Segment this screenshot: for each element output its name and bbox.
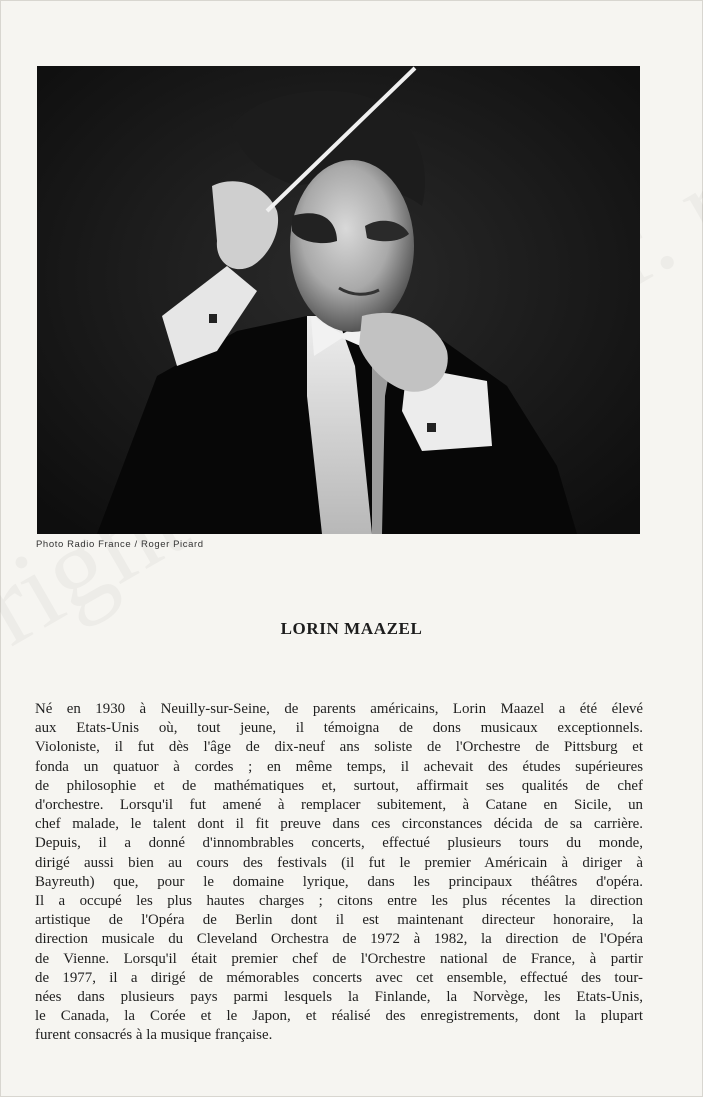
bio-line: Il a occupé les plus hautes charges ; citons entre les plus récentes la direction xyxy=(35,893,643,910)
bio-line: Violoniste, il fut dès l'âge de dix-neuf ans soliste de l'Orchestre de Pittsburg et xyxy=(35,739,643,756)
bio-line: fonda un quatuor à cordes ; en même temps, il achevait des études supérieures xyxy=(35,758,643,775)
article-title: LORIN MAAZEL xyxy=(280,619,423,638)
bio-line: d'orchestre. Lorsqu'il fut amené à remplacer subitement, à Catane en Sicile, un xyxy=(35,797,643,814)
bio-line: de 1977, il a dirigé de mémorables concerts avec cet ensemble, effectué des tour- xyxy=(35,969,643,986)
bio-line: de Vienne. Lorsqu'il était premier chef de l'Orchestre national de France, à partir xyxy=(35,950,643,967)
bio-line: nées dans plusieurs pays parmi lesquels la Finlande, la Norvège, les Etats-Unis, xyxy=(35,989,643,1006)
conductor-photo xyxy=(37,66,640,534)
bio-line: aux Etats-Unis où, tout jeune, il témoigna de dons musicaux exceptionnels. xyxy=(35,720,643,737)
bio-line: dirigé aussi bien au cours des festivals (il fut le premier Américain à diriger à xyxy=(35,854,643,871)
conductor-photo-illustration xyxy=(37,66,640,534)
bio-line: Depuis, il a donné d'innombrables concerts, effectué plusieurs tours du monde, xyxy=(35,835,643,852)
biography-paragraph xyxy=(35,700,643,1046)
bio-line: Bayreuth) que, pour le domaine lyrique, dans les principaux théâtres d'opéra. xyxy=(35,873,643,890)
bio-line: furent consacrés à la musique française. xyxy=(35,1027,273,1044)
photo-caption: Photo Radio France / Roger Picard xyxy=(36,539,204,550)
bio-line: direction musicale du Cleveland Orchestra de 1972 à 1982, la direction de l'Opéra xyxy=(35,931,643,948)
bio-line: de philosophie et de mathématiques et, surtout, affirmait ses qualités de chef xyxy=(35,777,643,794)
bio-line: Né en 1930 à Neuilly-sur-Seine, de parents américains, Lorin Maazel a été élevé xyxy=(35,701,643,717)
bio-line: chef malade, le talent dont il fit preuve dans ces circonstances décida de sa carrière. xyxy=(35,816,643,833)
bio-line: artistique de l'Opéra de Berlin dont il est maintenant directeur honoraire, la xyxy=(35,912,643,929)
bio-line: le Canada, la Corée et le Japon, et réalisé des enregistrements, dont la plupart xyxy=(35,1008,643,1025)
